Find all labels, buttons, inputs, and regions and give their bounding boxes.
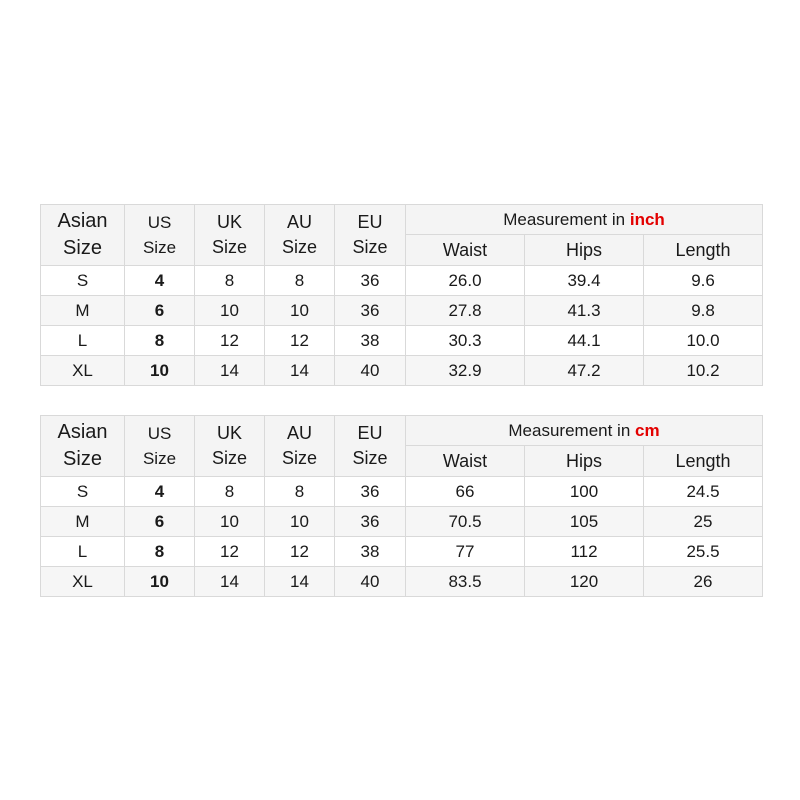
cell-length: 25.5 (644, 537, 763, 567)
cell-asian: M (41, 296, 125, 326)
cell-hips: 41.3 (525, 296, 644, 326)
cell-us: 6 (125, 507, 195, 537)
header-eu-size: EU Size (335, 416, 406, 477)
cell-eu: 36 (335, 507, 406, 537)
cell-length: 10.0 (644, 326, 763, 356)
cell-au: 12 (265, 326, 335, 356)
unit-label: cm (635, 420, 660, 440)
header-length: Length (644, 446, 763, 477)
cell-hips: 100 (525, 477, 644, 507)
cell-waist: 83.5 (406, 567, 525, 597)
cell-uk: 8 (195, 477, 265, 507)
cell-hips: 39.4 (525, 266, 644, 296)
cell-us: 6 (125, 296, 195, 326)
header-asian-size: Asian Size (41, 205, 125, 266)
cell-us: 4 (125, 266, 195, 296)
cell-asian: S (41, 266, 125, 296)
cell-uk: 14 (195, 356, 265, 386)
header-eu-size: EU Size (335, 205, 406, 266)
cell-hips: 105 (525, 507, 644, 537)
header-measurement: Measurement in inch (406, 205, 763, 235)
size-chart-cm (40, 415, 763, 597)
cell-hips: 44.1 (525, 326, 644, 356)
header-measurement: Measurement in cm (406, 416, 763, 446)
cell-eu: 40 (335, 356, 406, 386)
table-row (41, 507, 763, 537)
cell-asian: L (41, 537, 125, 567)
cell-asian: XL (41, 567, 125, 597)
cell-uk: 12 (195, 537, 265, 567)
cell-asian: L (41, 326, 125, 356)
cell-au: 10 (265, 296, 335, 326)
unit-label: inch (629, 209, 665, 229)
cell-eu: 36 (335, 477, 406, 507)
header-uk-size: UK Size (195, 205, 265, 266)
cell-au: 12 (265, 537, 335, 567)
cell-uk: 12 (195, 326, 265, 356)
cell-eu: 38 (335, 537, 406, 567)
header-hips: Hips (525, 446, 644, 477)
cell-uk: 8 (195, 266, 265, 296)
header-asian-size: Asian Size (41, 416, 125, 477)
cell-asian: M (41, 507, 125, 537)
header-waist: Waist (406, 235, 525, 266)
cell-au: 14 (265, 567, 335, 597)
cell-au: 14 (265, 356, 335, 386)
cell-au: 10 (265, 507, 335, 537)
table-row (41, 326, 763, 356)
cell-length: 25 (644, 507, 763, 537)
cell-waist: 32.9 (406, 356, 525, 386)
cell-au: 8 (265, 266, 335, 296)
cell-eu: 36 (335, 296, 406, 326)
cell-hips: 120 (525, 567, 644, 597)
table-row (41, 266, 763, 296)
header-hips: Hips (525, 235, 644, 266)
cell-waist: 66 (406, 477, 525, 507)
table-row (41, 537, 763, 567)
cell-uk: 10 (195, 296, 265, 326)
size-chart-inch (40, 204, 763, 386)
cell-waist: 30.3 (406, 326, 525, 356)
table-row (41, 567, 763, 597)
cell-us: 8 (125, 537, 195, 567)
cell-us: 10 (125, 567, 195, 597)
cell-length: 24.5 (644, 477, 763, 507)
header-waist: Waist (406, 446, 525, 477)
cell-hips: 112 (525, 537, 644, 567)
cell-us: 8 (125, 326, 195, 356)
header-us-size: US Size (125, 416, 195, 477)
cell-waist: 70.5 (406, 507, 525, 537)
header-au-size: AU Size (265, 416, 335, 477)
cell-eu: 36 (335, 266, 406, 296)
header-uk-size: UK Size (195, 416, 265, 477)
cell-length: 9.6 (644, 266, 763, 296)
header-length: Length (644, 235, 763, 266)
cell-us: 10 (125, 356, 195, 386)
cell-us: 4 (125, 477, 195, 507)
cell-waist: 26.0 (406, 266, 525, 296)
cell-asian: XL (41, 356, 125, 386)
cell-uk: 14 (195, 567, 265, 597)
table-row (41, 356, 763, 386)
table-row (41, 477, 763, 507)
table-row (41, 296, 763, 326)
cell-waist: 27.8 (406, 296, 525, 326)
header-us-size: US Size (125, 205, 195, 266)
cell-length: 10.2 (644, 356, 763, 386)
cell-length: 9.8 (644, 296, 763, 326)
cell-uk: 10 (195, 507, 265, 537)
cell-eu: 40 (335, 567, 406, 597)
cell-asian: S (41, 477, 125, 507)
header-au-size: AU Size (265, 205, 335, 266)
cell-length: 26 (644, 567, 763, 597)
cell-hips: 47.2 (525, 356, 644, 386)
cell-au: 8 (265, 477, 335, 507)
cell-eu: 38 (335, 326, 406, 356)
cell-waist: 77 (406, 537, 525, 567)
